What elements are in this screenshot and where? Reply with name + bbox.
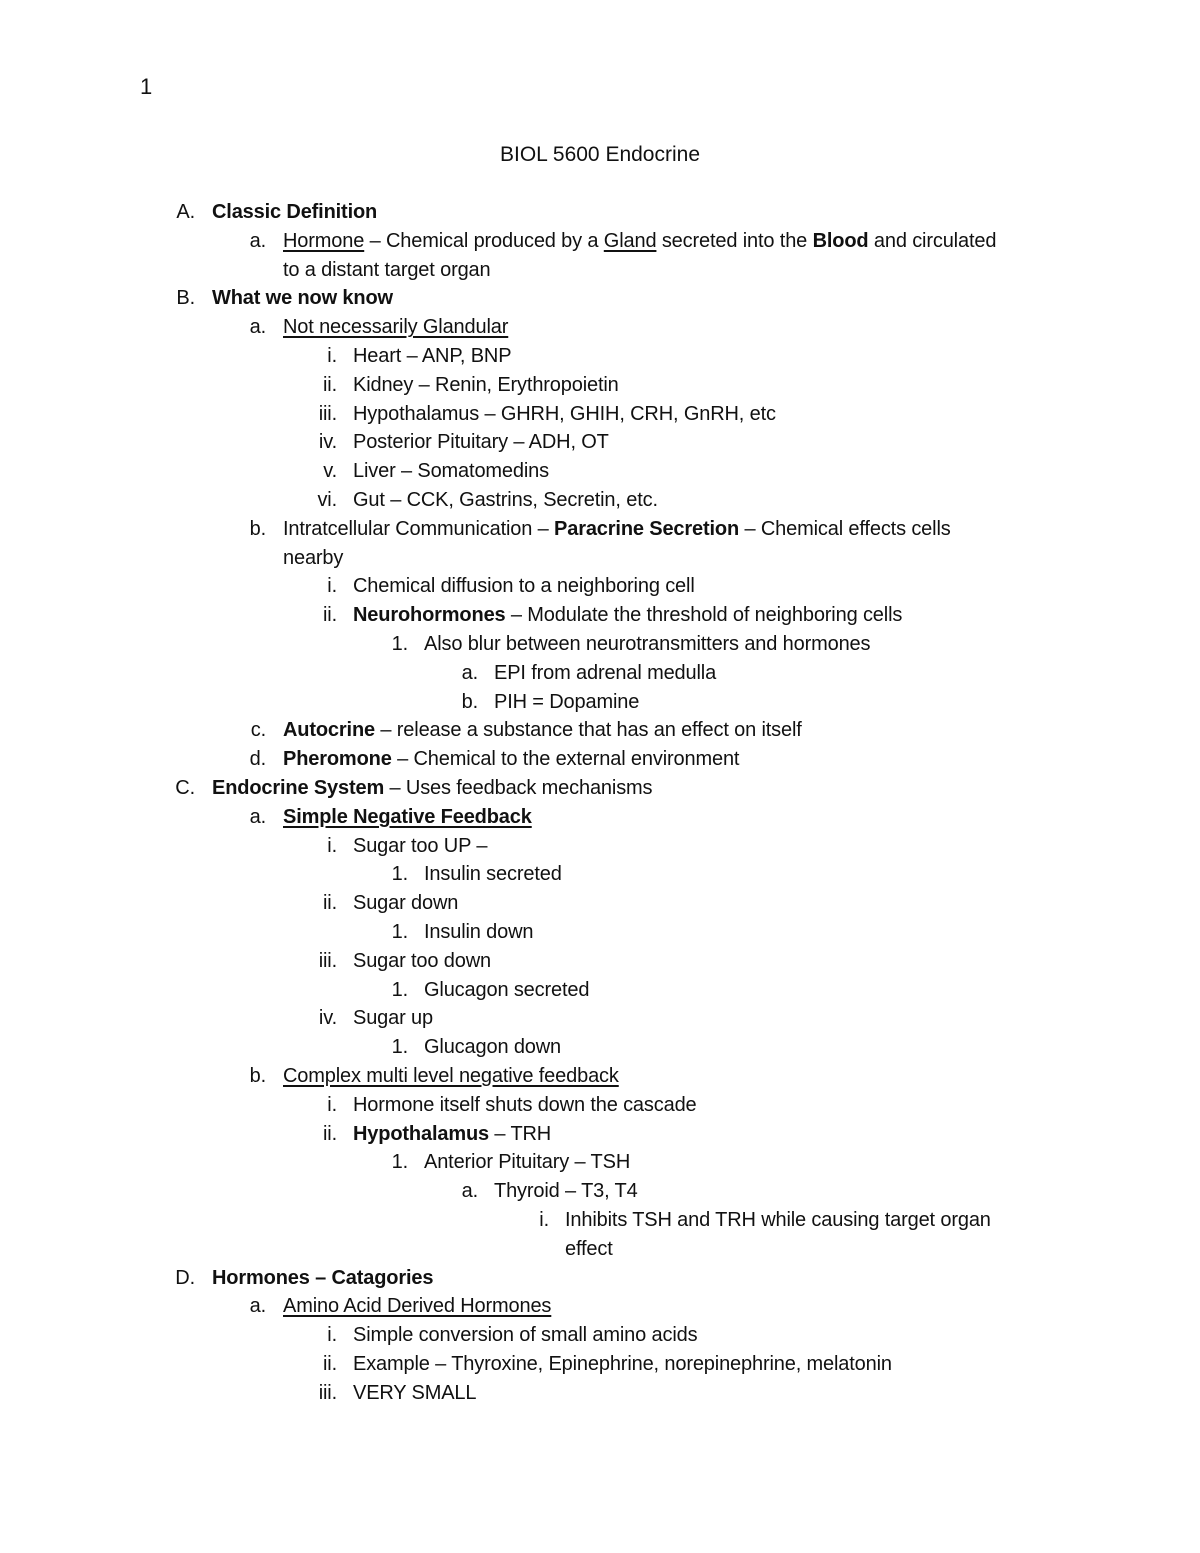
outline-text bbox=[353, 1379, 476, 1408]
outline-marker: A. bbox=[176, 201, 195, 223]
outline-text-run: effect bbox=[565, 1237, 613, 1260]
outline-item bbox=[0, 428, 1200, 457]
outline-marker: 1. bbox=[391, 978, 408, 1001]
outline-text bbox=[424, 860, 562, 889]
outline-item bbox=[0, 342, 1200, 371]
outline-item bbox=[0, 1292, 1200, 1321]
outline-text bbox=[283, 313, 508, 342]
outline-text-run: Autocrine bbox=[283, 719, 375, 742]
outline-text-run: Hypothalamus – GHRH, GHIH, CRH, GnRH, etc bbox=[353, 402, 776, 425]
outline-marker: i. bbox=[327, 1093, 337, 1116]
outline-text-run: – Chemical effects cells bbox=[739, 517, 951, 540]
outline-text bbox=[565, 1206, 991, 1235]
outline-text bbox=[353, 889, 458, 918]
outline-text bbox=[283, 745, 739, 774]
outline-text-run: VERY SMALL bbox=[353, 1381, 477, 1404]
outline-text-run: – Chemical to the external environment bbox=[391, 748, 740, 771]
outline-marker: i. bbox=[327, 834, 337, 857]
outline-text bbox=[565, 1235, 613, 1264]
outline-text-run: Insulin secreted bbox=[424, 863, 562, 886]
outline-item bbox=[0, 947, 1200, 976]
outline-text bbox=[353, 1091, 697, 1120]
outline-marker: b. bbox=[249, 517, 266, 540]
outline-item bbox=[0, 1321, 1200, 1350]
outline-item bbox=[0, 918, 1200, 947]
outline-text bbox=[353, 572, 695, 601]
outline-item bbox=[0, 572, 1200, 601]
outline-text-run: Neurohormones bbox=[353, 604, 506, 627]
outline-text-run: Hormone itself shuts down the cascade bbox=[353, 1093, 697, 1116]
outline-text bbox=[283, 803, 532, 832]
outline-marker: vi. bbox=[317, 489, 337, 511]
outline-marker: iv. bbox=[318, 1007, 337, 1030]
outline-text-run: Paracrine Secretion bbox=[554, 517, 740, 540]
outline-text bbox=[212, 1264, 433, 1293]
outline-text bbox=[494, 1177, 638, 1206]
outline-item bbox=[0, 803, 1200, 832]
outline-text-run: Sugar too down bbox=[353, 949, 491, 972]
outline-item bbox=[0, 515, 1200, 544]
outline-marker: a. bbox=[461, 661, 478, 684]
outline-text-run: Also blur between neurotransmitters and hormones bbox=[424, 633, 871, 655]
outline-text-run: Heart – ANP, BNP bbox=[353, 345, 512, 367]
outline-item bbox=[0, 659, 1200, 688]
outline-item bbox=[0, 198, 1200, 227]
outline-text-run: Kidney – Renin, Erythropoietin bbox=[353, 373, 619, 396]
outline-text bbox=[494, 659, 716, 688]
outline-text-run: Inhibits TSH and TRH while causing target organ bbox=[565, 1209, 991, 1231]
outline-item bbox=[0, 1033, 1200, 1062]
outline-item bbox=[0, 889, 1200, 918]
outline-marker: a. bbox=[249, 805, 266, 828]
outline-marker: v. bbox=[323, 460, 337, 483]
outline-text bbox=[353, 400, 776, 429]
outline-item bbox=[0, 860, 1200, 889]
outline-marker: i. bbox=[327, 345, 337, 367]
outline-item bbox=[0, 688, 1200, 717]
outline-text bbox=[283, 1292, 551, 1321]
outline-marker: a. bbox=[461, 1180, 478, 1203]
outline-text-run: Liver – Somatomedins bbox=[353, 460, 549, 483]
outline-text-run: Intratcellular Communication – bbox=[283, 517, 555, 540]
outline-text bbox=[424, 976, 589, 1005]
outline-text-run: Gland bbox=[603, 229, 657, 252]
outline-text bbox=[424, 1148, 630, 1177]
outline-text-run: Sugar down bbox=[353, 892, 459, 915]
outline-text-run: Endocrine System bbox=[212, 777, 385, 799]
outline-text-run: Hypothalamus bbox=[353, 1122, 490, 1145]
outline-text-run: secreted into the bbox=[656, 229, 813, 252]
outline-marker: ii. bbox=[323, 1353, 337, 1375]
outline-marker: iv. bbox=[318, 431, 337, 454]
outline-item bbox=[0, 313, 1200, 342]
outline-item bbox=[0, 976, 1200, 1005]
outline-item bbox=[0, 284, 1200, 313]
outline-text-run: Pheromone bbox=[283, 748, 392, 771]
outline-marker: i. bbox=[539, 1209, 549, 1231]
outline-text bbox=[212, 774, 652, 803]
outline-text bbox=[424, 630, 870, 659]
outline-text-run: Thyroid – T3, T4 bbox=[494, 1180, 638, 1203]
outline-text-run: Insulin down bbox=[424, 921, 534, 943]
outline-text-run: to a distant target organ bbox=[283, 258, 491, 281]
outline-item bbox=[0, 716, 1200, 745]
outline-text bbox=[494, 688, 639, 717]
outline-text-run: What we now know bbox=[212, 287, 393, 310]
outline-item bbox=[0, 544, 1200, 573]
outline-text-run: – TRH bbox=[489, 1122, 552, 1145]
outline-text bbox=[353, 342, 511, 371]
outline-item bbox=[0, 832, 1200, 861]
outline-text bbox=[283, 256, 491, 285]
outline-marker: iii. bbox=[318, 402, 337, 425]
page-number: 1 bbox=[140, 74, 153, 99]
outline-text-run: Gut – CCK, Gastrins, Secretin, etc. bbox=[353, 489, 658, 511]
outline-item bbox=[0, 1148, 1200, 1177]
outline-text-run: PIH = Dopamine bbox=[494, 690, 640, 713]
outline-item bbox=[0, 1206, 1200, 1235]
outline-item bbox=[0, 457, 1200, 486]
outline-marker: 1. bbox=[391, 1036, 408, 1059]
outline-text bbox=[353, 428, 609, 457]
outline-text-run: – Chemical produced by a bbox=[364, 229, 604, 252]
outline-text-run: – Modulate the threshold of neighboring cells bbox=[505, 604, 903, 627]
outline-item bbox=[0, 630, 1200, 659]
outline-item bbox=[0, 1264, 1200, 1293]
outline-marker: b. bbox=[461, 690, 478, 713]
outline-text-run: Hormones – Catagories bbox=[212, 1266, 434, 1289]
document-title: BIOL 5600 Endocrine bbox=[499, 143, 701, 166]
outline-item bbox=[0, 1120, 1200, 1149]
outline-item bbox=[0, 400, 1200, 429]
outline-item bbox=[0, 1004, 1200, 1033]
outline-marker: a. bbox=[249, 316, 266, 339]
outline-marker: 1. bbox=[391, 921, 408, 943]
outline-item bbox=[0, 256, 1200, 285]
outline-item bbox=[0, 1062, 1200, 1091]
outline-text bbox=[424, 918, 533, 947]
outline-text-run: Classic Definition bbox=[212, 201, 378, 223]
outline-text bbox=[353, 1350, 892, 1379]
outline-marker: a. bbox=[249, 1295, 266, 1318]
outline-marker: iii. bbox=[318, 949, 337, 972]
outline-text-run: Simple Negative Feedback bbox=[283, 805, 532, 828]
outline-marker: i. bbox=[327, 1324, 337, 1347]
outline-item bbox=[0, 774, 1200, 803]
outline-text bbox=[212, 198, 377, 227]
outline-marker: 1. bbox=[391, 863, 408, 886]
outline-item bbox=[0, 1379, 1200, 1408]
outline-marker: a. bbox=[249, 229, 266, 252]
outline-marker: c. bbox=[250, 719, 266, 742]
outline-text-run: Chemical diffusion to a neighboring cell bbox=[353, 575, 695, 598]
outline-text bbox=[353, 947, 491, 976]
outline-text bbox=[353, 486, 658, 515]
outline-marker: iii. bbox=[318, 1381, 337, 1404]
outline-text bbox=[283, 227, 996, 256]
outline-marker: d. bbox=[249, 748, 266, 771]
outline-item bbox=[0, 601, 1200, 630]
outline-marker: D. bbox=[175, 1266, 195, 1289]
outline-text-run: EPI from adrenal medulla bbox=[494, 661, 717, 684]
outline-item bbox=[0, 371, 1200, 400]
outline-marker: C. bbox=[175, 777, 195, 799]
outline-marker: b. bbox=[249, 1065, 266, 1087]
outline-item bbox=[0, 745, 1200, 774]
outline-text-run: Not necessarily Glandular bbox=[283, 316, 509, 339]
outline-text bbox=[283, 515, 951, 544]
outline-text-run: Anterior Pituitary – TSH bbox=[424, 1151, 631, 1174]
outline-text bbox=[283, 544, 343, 573]
outline-item bbox=[0, 227, 1200, 256]
outline-text-run: Example – Thyroxine, Epinephrine, norepinephrine, melatonin bbox=[353, 1353, 892, 1375]
outline-text-run: and circulated bbox=[868, 229, 997, 252]
outline-marker: i. bbox=[327, 575, 337, 598]
outline-text bbox=[283, 1062, 619, 1091]
outline-text bbox=[353, 1120, 551, 1149]
outline-text bbox=[353, 601, 902, 630]
outline-text bbox=[212, 284, 393, 313]
outline-text-run: Sugar up bbox=[353, 1007, 433, 1030]
outline-text-run: Simple conversion of small amino acids bbox=[353, 1324, 698, 1347]
outline-marker: 1. bbox=[391, 1151, 408, 1174]
outline-item bbox=[0, 486, 1200, 515]
outline-text-run: – release a substance that has an effect on itself bbox=[375, 719, 802, 742]
outline-text-run: Sugar too UP – bbox=[353, 834, 488, 857]
outline-item bbox=[0, 1350, 1200, 1379]
outline-text-run: Glucagon down bbox=[424, 1036, 562, 1059]
outline-text-run: nearby bbox=[283, 546, 344, 569]
outline-marker: 1. bbox=[391, 633, 408, 655]
outline-text-run: – Uses feedback mechanisms bbox=[384, 777, 653, 799]
outline-text-run: Blood bbox=[812, 229, 869, 252]
outline-marker: ii. bbox=[323, 1122, 337, 1145]
outline-text-run: Hormone bbox=[283, 229, 365, 252]
outline-marker: ii. bbox=[323, 604, 337, 627]
outline-text bbox=[353, 1004, 433, 1033]
outline-text-run: Complex multi level negative feedback bbox=[283, 1065, 619, 1087]
outline-marker: ii. bbox=[323, 373, 337, 396]
outline-text bbox=[424, 1033, 561, 1062]
outline-text bbox=[353, 1321, 697, 1350]
outline-item bbox=[0, 1091, 1200, 1120]
outline-item bbox=[0, 1177, 1200, 1206]
outline-item bbox=[0, 1235, 1200, 1264]
outline-text bbox=[353, 371, 619, 400]
outline-text-run: Amino Acid Derived Hormones bbox=[283, 1295, 552, 1318]
outline-text-run: Glucagon secreted bbox=[424, 978, 590, 1001]
outline-text bbox=[353, 832, 487, 861]
outline-marker: ii. bbox=[323, 892, 337, 915]
outline-text bbox=[283, 716, 802, 745]
outline-text bbox=[353, 457, 549, 486]
outline-marker: B. bbox=[176, 287, 195, 310]
outline-text-run: Posterior Pituitary – ADH, OT bbox=[353, 431, 609, 454]
